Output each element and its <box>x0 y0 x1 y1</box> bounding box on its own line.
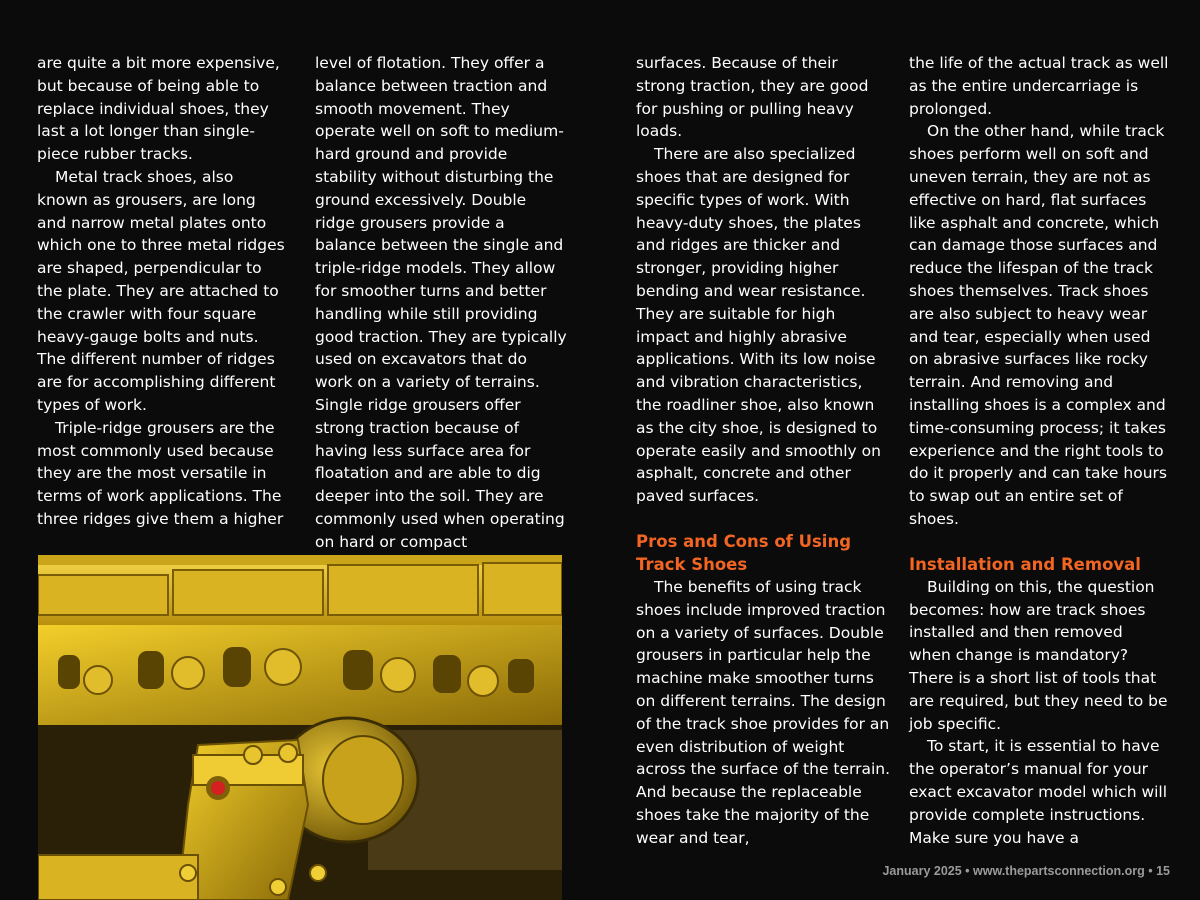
body-paragraph: surfaces. Because of their strong traction, they are good for pushing or pulling heavy loads. <box>636 54 869 141</box>
column-2 <box>315 52 567 554</box>
track-shoe-photo <box>38 555 562 900</box>
body-paragraph: On the other hand, while track shoes perform well on soft and uneven terrain, they are not as effective on hard, flat surfaces like asphalt and concrete, which can damage those surfaces and reduce the lifespan of the track shoes themselves. Track shoes are also subject to heavy wear and tear, especially when used on abrasive surfaces like rocky terrain. And removing and installing shoes is a complex and time-consuming process; it takes experience and the right tools to do it properly and can take hours to swap out an entire set of shoes. <box>909 122 1167 528</box>
body-paragraph: are quite a bit more expensive, but because of being able to replace individual shoes, they last a lot longer than single-piece rubber tracks. <box>37 54 280 164</box>
body-paragraph: Triple-ridge grousers are the most commonly used because they are the most versatile in terms of work applications. The three ridges give them a higher <box>37 418 284 528</box>
column-4 <box>909 52 1169 849</box>
body-paragraph: level of flotation. They offer a balance between traction and smooth movement. They operate well on soft to medium-hard ground and provide stability without disturbing the ground excessively. Double ridge grousers provide a balance between the single and triple-ridge models. They allow for smoother turns and better handling while still providing good traction. They are typically used on excavators that do work on a variety of terrains. Single ridge grousers offer strong traction because of having less surface area for floatation and are able to dig deeper into the soil. They are commonly used when operating on hard or compact <box>315 54 567 551</box>
body-paragraph: Metal track shoes, also known as grousers, are long and narrow metal plates onto which one to three metal ridges are shaped, perpendicular to the plate. They are attached to the crawler with four square heavy-gauge bolts and nuts. The different number of ridges are for accomplishing different types of work. <box>37 167 285 414</box>
column-1 <box>37 52 287 531</box>
column-3 <box>636 52 891 850</box>
body-paragraph: the life of the actual track as well as the entire undercarriage is prolonged. <box>909 54 1169 118</box>
excavator-undercarriage-illustration <box>38 555 562 900</box>
section-heading: Pros and Cons of Using Track Shoes <box>636 531 852 574</box>
body-paragraph: There are also specialized shoes that are designed for specific types of work. With heavy-duty shoes, the plates and ridges are thicker and stronger, providing higher bending and wear resistance. They are suitable for high impact and highly abrasive applications. With its low noise and vibration characteristics, the roadliner shoe, also known as the city shoe, is designed to operate easily and smoothly on asphalt, concrete and other paved surfaces. <box>636 145 881 506</box>
page-footer: January 2025 • www.thepartsconnection.org • 15 <box>882 864 1170 878</box>
section-heading: Installation and Removal <box>909 554 1141 574</box>
body-paragraph: The benefits of using track shoes include improved traction on a variety of surfaces. Double grousers in particular help the machine make smoother turns on different terrains. The design of the track shoe provides for an even distribution of weight across the surface of the terrain. And because the replaceable shoes take the majority of the wear and tear, <box>636 577 891 847</box>
body-paragraph: To start, it is essential to have the operator’s manual for your exact excavator model which will provide complete instructions. Make sure you have a <box>909 737 1168 847</box>
body-paragraph: Building on this, the question becomes: how are track shoes installed and then removed when change is mandatory? There is a short list of tools that are required, but they need to be job specific. <box>909 577 1168 733</box>
